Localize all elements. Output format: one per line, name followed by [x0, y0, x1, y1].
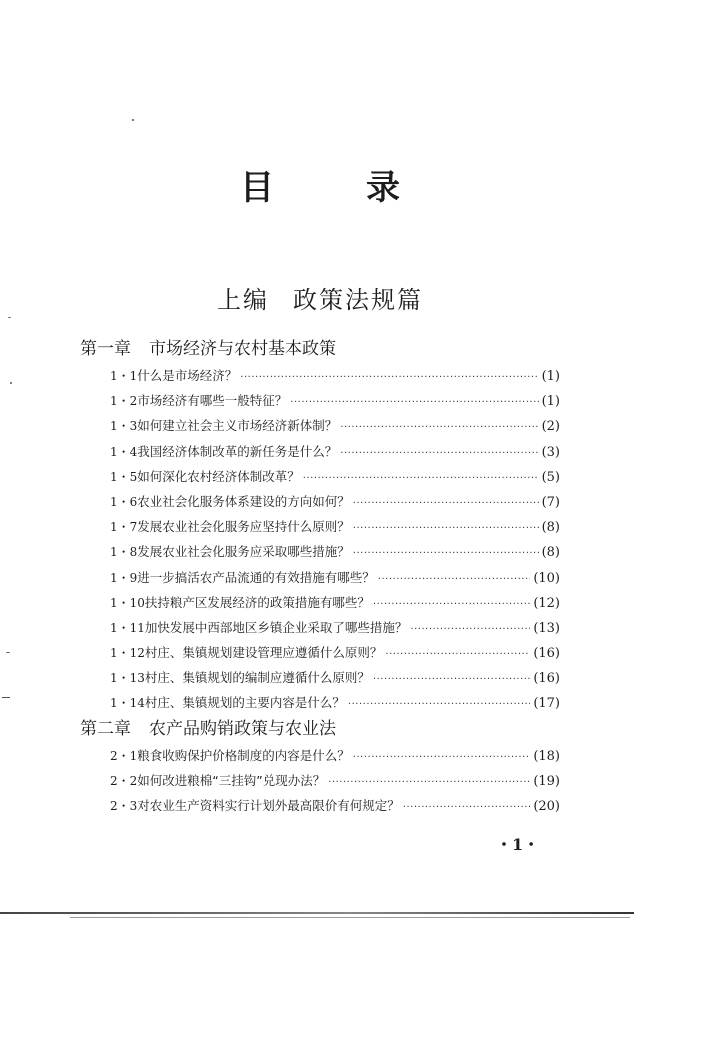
entry-title: 进一步搞活农产品流通的有效措施有哪些？ — [137, 569, 375, 585]
table-of-contents — [80, 336, 560, 818]
dot-leader — [290, 390, 538, 415]
part-subtitle: 政策法规篇 — [293, 286, 423, 314]
entry-page: (5) — [541, 469, 560, 485]
entry-number: 1・9 — [110, 570, 138, 585]
scan-speck — [10, 382, 12, 384]
scan-edge-line — [70, 917, 630, 918]
dot-leader — [373, 592, 530, 617]
entry-number: 1・1 — [110, 369, 138, 383]
scan-speck — [8, 317, 11, 318]
entry-page: (1) — [541, 369, 560, 384]
dot-leader — [353, 745, 531, 770]
dot-leader — [353, 491, 539, 516]
dot-leader — [340, 441, 538, 466]
dot-leader — [348, 692, 530, 717]
entry-title: 发展农业社会化服务应坚持什么原则？ — [137, 519, 350, 535]
entry-title: 如何深化农村经济体制改革？ — [137, 468, 300, 484]
dot-leader — [303, 466, 539, 491]
chapter-heading[interactable] — [80, 716, 560, 743]
dot-leader — [385, 642, 530, 667]
dot-leader — [410, 617, 530, 642]
entry-title: 扶持粮产区发展经济的政策措施有哪些？ — [144, 594, 370, 610]
entry-title: 村庄、集镇规划的主要内容是什么？ — [144, 695, 345, 711]
toc-entry[interactable] — [110, 439, 560, 464]
entry-page: (10) — [533, 570, 560, 586]
entry-number: 1・14 — [110, 696, 145, 711]
entry-title: 我国经济体制改革的新任务是什么？ — [137, 443, 338, 459]
toc-entry[interactable] — [110, 590, 560, 615]
toc-entry[interactable] — [110, 388, 560, 413]
toc-entry[interactable] — [110, 690, 560, 715]
entry-page: (16) — [533, 671, 560, 687]
entry-title: 农业社会化服务体系建设的方向如何？ — [137, 493, 350, 509]
toc-entry[interactable] — [110, 489, 560, 514]
dot-leader — [378, 567, 531, 592]
toc-entry[interactable] — [110, 413, 560, 438]
entry-number: 1・8 — [110, 545, 138, 560]
scan-speck — [6, 652, 10, 653]
scan-speck — [132, 119, 134, 121]
entry-number: 1・13 — [110, 671, 145, 686]
entry-title: 村庄、集镇规划建设管理应遵循什么原则？ — [144, 645, 383, 661]
entry-number: 1・2 — [110, 394, 138, 409]
entry-number: 2・3 — [110, 799, 138, 813]
entry-title: 村庄、集镇规划的编制应遵循什么原则？ — [144, 670, 370, 686]
toc-entry[interactable] — [110, 768, 560, 793]
entry-number: 1・10 — [110, 595, 145, 610]
entry-title: 市场经济有哪些一般特征？ — [137, 393, 288, 409]
toc-entry[interactable] — [110, 464, 560, 489]
entry-title: 如何建立社会主义市场经济新体制？ — [137, 418, 338, 434]
entry-page: (16) — [533, 646, 560, 662]
toc-entry[interactable] — [110, 514, 560, 539]
page-title — [240, 160, 400, 209]
entry-page: (13) — [533, 620, 560, 636]
chapter-label: 第一章 — [80, 339, 131, 359]
entry-page: (7) — [541, 494, 560, 510]
entry-number: 1・7 — [110, 520, 138, 535]
entry-number: 2・1 — [110, 748, 138, 763]
entry-page: (18) — [533, 748, 560, 764]
entry-number: 1・5 — [110, 469, 138, 484]
entry-page: (12) — [533, 595, 560, 611]
entry-number: 1・12 — [110, 646, 145, 661]
page-title-right: 录 — [366, 168, 400, 208]
part-heading — [0, 280, 640, 315]
entry-title: 粮食收购保护价格制度的内容是什么？ — [137, 747, 350, 763]
page-title-left: 目 — [240, 168, 274, 208]
dot-leader — [328, 770, 530, 795]
chapter-heading[interactable] — [80, 336, 560, 363]
chapter-label: 第二章 — [80, 718, 131, 739]
entry-title: 什么是市场经济？ — [137, 368, 238, 383]
chapter-title: 农产品购销政策与农业法 — [149, 718, 336, 739]
entry-page: (20) — [533, 799, 560, 814]
page-number: ・1・ — [496, 835, 540, 854]
entry-number: 1・11 — [110, 620, 145, 635]
dot-leader — [353, 516, 539, 541]
entry-page: (1) — [541, 394, 560, 410]
entry-title: 如何改进粮棉“三挂钩”兑现办法？ — [137, 772, 326, 788]
entry-number: 1・3 — [110, 419, 138, 434]
entry-number: 2・2 — [110, 773, 138, 788]
scan-speck — [2, 697, 10, 698]
entry-page: (8) — [541, 520, 560, 536]
toc-entry[interactable] — [110, 565, 560, 590]
dot-leader — [240, 365, 538, 390]
entry-number: 1・6 — [110, 494, 138, 509]
chapter-title: 市场经济与农村基本政策 — [149, 339, 336, 359]
entry-title: 对农业生产资料实行计划外最高限价有何规定？ — [137, 798, 400, 813]
dot-leader — [373, 667, 530, 692]
scan-edge-line — [0, 912, 634, 914]
entry-title: 加快发展中西部地区乡镇企业采取了哪些措施？ — [144, 619, 408, 635]
toc-entry[interactable] — [110, 665, 560, 690]
toc-entry[interactable] — [110, 615, 560, 640]
toc-entry[interactable] — [110, 539, 560, 564]
part-name: 上编 — [217, 286, 269, 314]
entry-page: (19) — [533, 773, 560, 789]
entry-page: (8) — [541, 545, 560, 561]
toc-entry[interactable] — [110, 363, 560, 388]
dot-leader — [403, 795, 531, 820]
entry-title: 发展农业社会化服务应采取哪些措施？ — [137, 544, 350, 560]
toc-entry[interactable] — [110, 640, 560, 665]
entry-page: (2) — [541, 419, 560, 435]
dot-leader — [353, 541, 539, 566]
entry-page: (17) — [533, 696, 560, 712]
toc-entry[interactable] — [110, 793, 560, 818]
entry-page: (3) — [541, 444, 560, 460]
toc-entry[interactable] — [110, 743, 560, 768]
entry-number: 1・4 — [110, 444, 138, 459]
dot-leader — [340, 415, 538, 440]
